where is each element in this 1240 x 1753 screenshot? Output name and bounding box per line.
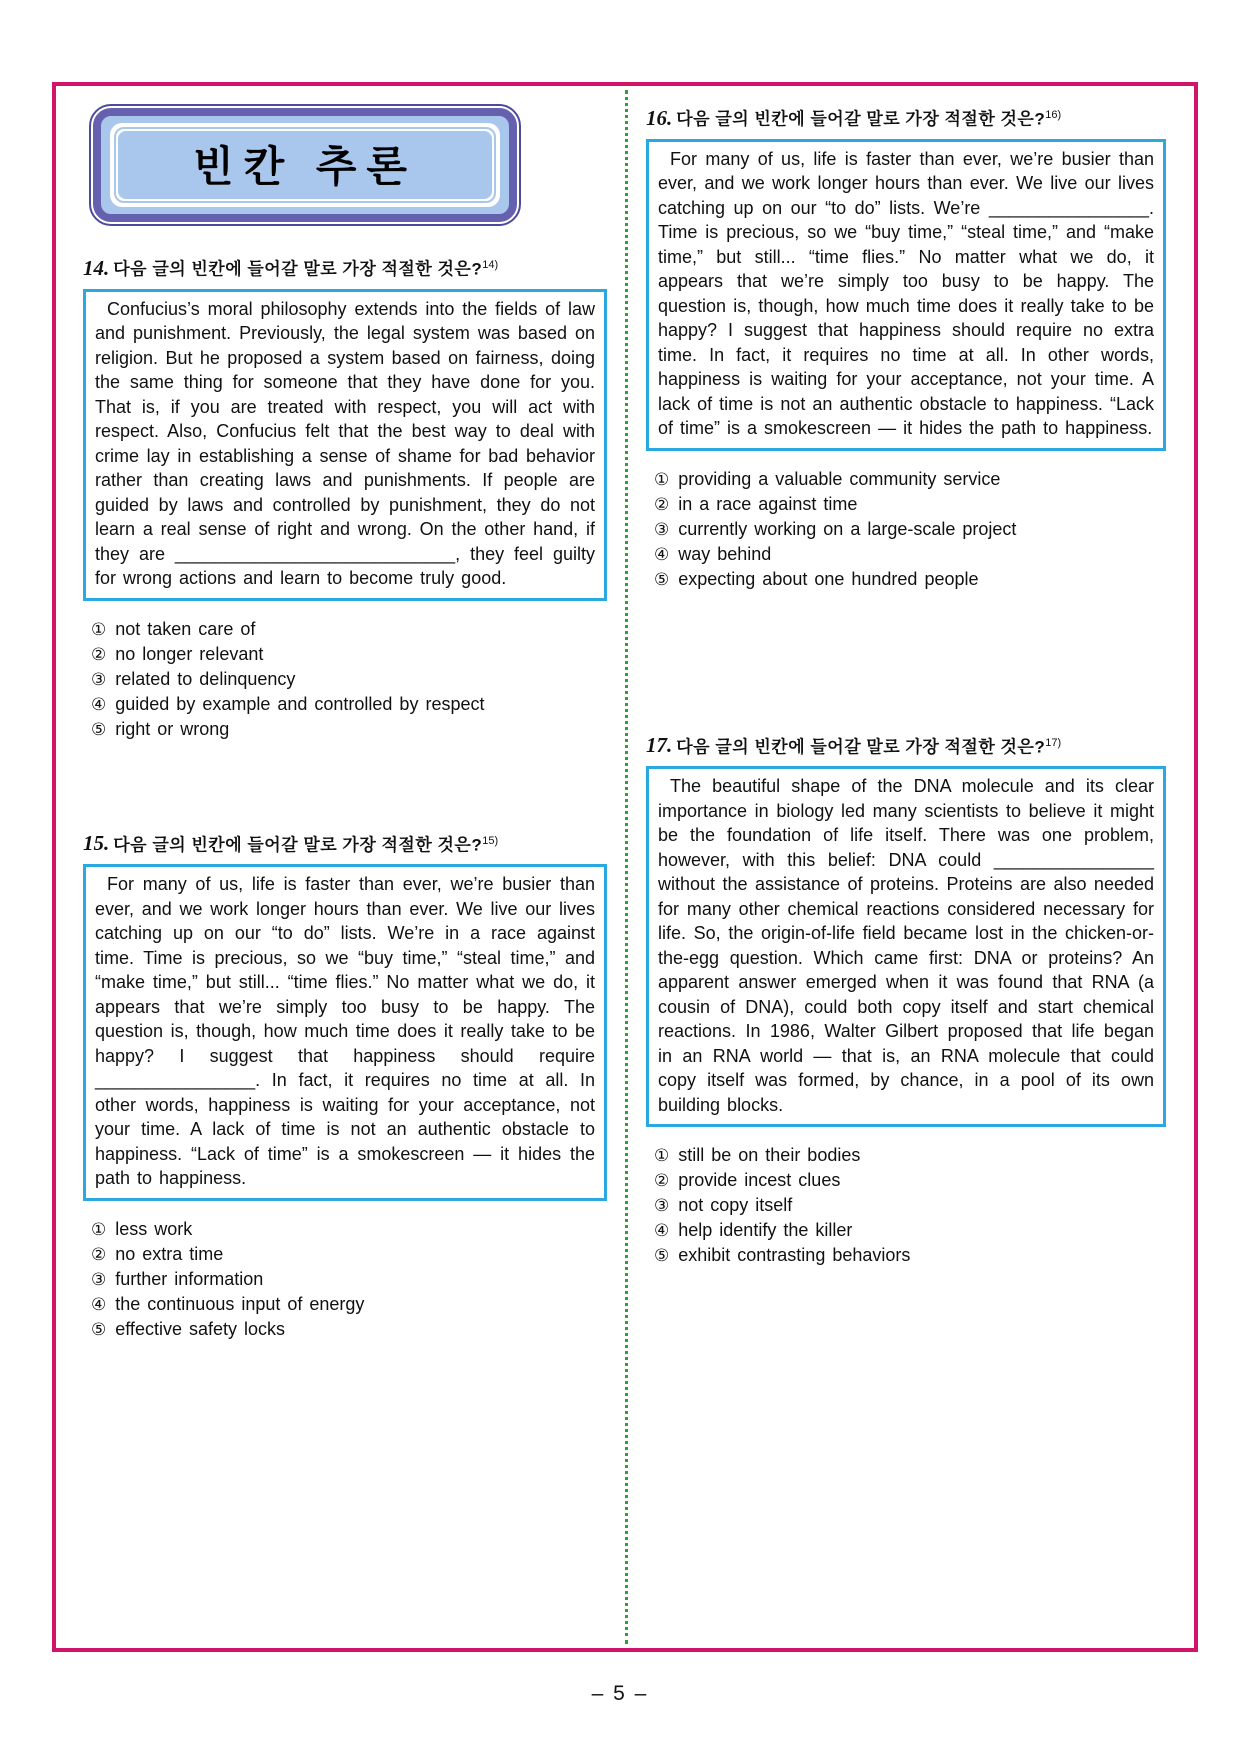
question-16-prompt: 다음 글의 빈칸에 들어갈 말로 가장 적절한 것은? (676, 109, 1046, 129)
question-14-option-4 (91, 692, 607, 717)
question-16-option-5 (654, 567, 1166, 592)
option-text: no extra time (115, 1243, 224, 1264)
option-text: currently working on a large-scale project (678, 518, 1017, 539)
option-text: related to delinquency (115, 668, 296, 689)
question-15-option-5 (91, 1317, 607, 1342)
question-15-option-1 (91, 1217, 607, 1242)
question-14-option-2 (91, 642, 607, 667)
option-marker: ③ (654, 519, 670, 539)
question-16 (646, 104, 1166, 592)
question-14-options (83, 617, 607, 742)
question-15-passage-box (83, 864, 607, 1201)
question-14 (83, 254, 607, 742)
question-15-option-4 (91, 1292, 607, 1317)
page-border-frame (52, 82, 1198, 1652)
option-marker: ① (91, 1219, 107, 1239)
option-marker: ② (654, 1171, 670, 1191)
option-text: in a race against time (678, 493, 858, 514)
question-14-prompt: 다음 글의 빈칸에 들어갈 말로 가장 적절한 것은? (113, 259, 483, 279)
question-17-header (646, 732, 1166, 759)
option-text: effective safety locks (115, 1318, 285, 1339)
question-17-option-2 (654, 1168, 1166, 1193)
option-text: less work (115, 1218, 193, 1239)
option-text: way behind (678, 543, 772, 564)
option-marker: ③ (654, 1196, 670, 1216)
option-text: further information (115, 1268, 264, 1289)
option-text: no longer relevant (115, 643, 264, 664)
option-marker: ② (91, 644, 107, 664)
question-15-prompt: 다음 글의 빈칸에 들어갈 말로 가장 적절한 것은? (113, 835, 483, 855)
option-marker: ⑤ (654, 1246, 670, 1266)
section-title-banner-inner (118, 131, 492, 199)
question-14-number: 14. (83, 255, 110, 280)
page-number: – 5 – (591, 1682, 649, 1705)
question-16-option-1 (654, 467, 1166, 492)
question-15-passage-text: For many of us, life is faster than ever, we’re busier than ever, and we work longer hours than ever. We live our lives catching up on our “to do” lists. We’re in a race against time. Time is precious, so we “buy time,” “steal time,” and “make time,” but still... “time flies.” No matter what we do, it appears that we’re simply too busy to be happy. The question is, though, how much time does it really take to be happy? I suggest that happiness should require ________________. In fact, it requires no time at all. In other words, happiness is waiting for your acceptance, not your time. A lack of time is not an authentic obstacle to happiness. “Lack of time” is a smokescreen — it hides the path to happiness. (95, 874, 595, 1189)
section-title-banner (89, 104, 521, 226)
option-text: provide incest clues (678, 1170, 841, 1191)
question-17-option-3 (654, 1193, 1166, 1218)
right-column (646, 86, 1166, 1268)
question-15-footnote-ref: 15) (482, 834, 499, 847)
option-marker: ② (654, 494, 670, 514)
question-17-option-4 (654, 1218, 1166, 1243)
question-15-header (83, 830, 607, 857)
option-marker: ④ (91, 1294, 107, 1314)
question-17-footnote-ref: 17) (1045, 736, 1062, 749)
option-marker: ④ (654, 1221, 670, 1241)
section-title: 빈칸 추론 (193, 143, 417, 190)
column-divider (625, 90, 628, 1644)
question-16-footnote-ref: 16) (1045, 109, 1062, 121)
question-15-option-2 (91, 1242, 607, 1267)
question-14-passage-text: Confucius’s moral philosophy extends into the fields of law and punishment. Previously, the legal system was based on religion. But he proposed a system based on fairness, doing the same thing for someone that they have done for you. That is, if you are treated with respect, you will act with respect. Also, Confucius felt that the best way to deal with crime lay in establishing a sense of shame for bad behavior rather than creating laws and punishments. If people are guided by laws and controlled by punishment, they do not learn a real sense of right and wrong. On the other hand, if they are ____________________________, they feel guilty for wrong actions and learn to become truly good. (95, 298, 595, 589)
question-15-options (83, 1217, 607, 1342)
option-text: not taken care of (115, 618, 256, 639)
question-14-option-5 (91, 717, 607, 742)
option-text: right or wrong (115, 718, 230, 739)
option-marker: ③ (91, 1269, 107, 1289)
option-text: not copy itself (678, 1195, 793, 1216)
section-title-banner-line (114, 127, 496, 203)
option-text: help identify the killer (678, 1220, 853, 1241)
question-15 (83, 830, 607, 1342)
option-marker: ④ (91, 694, 107, 714)
question-14-header (83, 254, 607, 281)
question-15-option-3 (91, 1267, 607, 1292)
question-17-passage-box (646, 766, 1166, 1127)
option-marker: ④ (654, 544, 670, 564)
question-17-options (646, 1143, 1166, 1268)
option-marker: ⑤ (91, 1319, 107, 1339)
option-text: guided by example and controlled by respect (115, 693, 485, 714)
question-17-number: 17. (646, 733, 673, 758)
option-marker: ⑤ (654, 569, 670, 589)
section-title-banner-band (110, 123, 500, 207)
question-14-option-3 (91, 667, 607, 692)
question-16-passage-box (646, 139, 1166, 451)
option-text: the continuous input of energy (115, 1293, 365, 1314)
question-15-number: 15. (83, 831, 110, 856)
question-17-option-1 (654, 1143, 1166, 1168)
section-title-banner-border (93, 108, 517, 222)
question-16-option-3 (654, 517, 1166, 542)
question-17 (646, 732, 1166, 1269)
question-16-options (646, 467, 1166, 592)
question-17-passage-text: The beautiful shape of the DNA molecule and its clear importance in biology led many scientists to believe it might be the foundation of life itself. There was one problem, however, with this belief: DNA could ________________ without the assistance of proteins. Proteins are also needed for many other chemical reactions considered necessary for life. So, the origin-of-life field became lost in the chicken-or-the-egg question. Which came first: DNA or proteins? An apparent answer emerged when it was found that RNA (a cousin of DNA), could both copy itself and start chemical reactions. In 1986, Walter Gilbert proposed that life began in an RNA world — that is, an RNA molecule that could copy itself was formed, by chance, in a pool of its own building blocks. (658, 776, 1154, 1115)
question-17-prompt: 다음 글의 빈칸에 들어갈 말로 가장 적절한 것은? (676, 737, 1046, 757)
option-text: exhibit contrasting behaviors (678, 1245, 911, 1266)
option-marker: ③ (91, 669, 107, 689)
option-marker: ① (91, 619, 107, 639)
left-column (83, 86, 607, 1342)
option-marker: ② (91, 1244, 107, 1264)
question-16-option-4 (654, 542, 1166, 567)
question-16-number: 16. (646, 105, 673, 130)
option-marker: ① (654, 469, 670, 489)
option-text: expecting about one hundred people (678, 568, 979, 589)
option-marker: ① (654, 1146, 670, 1166)
question-16-passage-text: For many of us, life is faster than ever, we’re busier than ever, and we work longer hours than ever. We live our lives catching up on our “to do” lists. We’re ________________. Time is precious, so we “buy time,” “steal time,” and “make time,” but still... “time flies.” No matter what we do, it appears that we’re simply too busy to be happy. The question is, though, how much time does it really take to be happy? I suggest that happiness should require no extra time. In fact, it requires no time at all. In other words, happiness is waiting for your acceptance, not your time. A lack of time is not an authentic obstacle to happiness. “Lack of time” is a smokescreen — it hides the path to happiness. (658, 148, 1154, 439)
question-17-option-5 (654, 1243, 1166, 1268)
option-text: providing a valuable community service (678, 468, 1001, 489)
question-14-option-1 (91, 617, 607, 642)
question-14-footnote-ref: 14) (482, 259, 499, 271)
option-marker: ⑤ (91, 719, 107, 739)
question-16-option-2 (654, 492, 1166, 517)
option-text: still be on their bodies (678, 1145, 861, 1166)
question-14-passage-box (83, 289, 607, 601)
question-16-header (646, 104, 1166, 131)
